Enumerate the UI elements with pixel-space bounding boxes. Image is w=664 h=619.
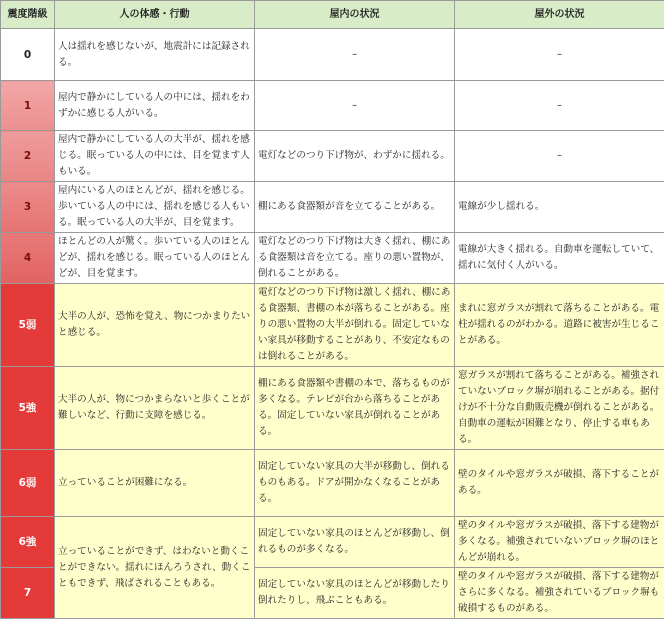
header-person: 人の体感・行動 xyxy=(55,1,255,29)
indoor-cell: – xyxy=(255,81,455,131)
table-row xyxy=(1,450,664,517)
outdoor-cell: – xyxy=(455,81,664,131)
indoor-cell: 電灯などのつり下げ物は激しく揺れ、棚にある食器類、書棚の本が落ちることがある。座りの悪い置物の大半が倒れる。固定していない家具が移動することがあり、不安定なものは倒れることがある。 xyxy=(255,284,455,367)
person-cell: 立っていることが困難になる。 xyxy=(55,450,255,517)
table-row xyxy=(1,81,664,131)
header-row xyxy=(1,1,664,29)
header-indoor: 屋内の状況 xyxy=(255,1,455,29)
level-cell: 4 xyxy=(1,233,55,284)
table-row xyxy=(1,233,664,284)
level-cell: 0 xyxy=(1,29,55,81)
level-cell: 2 xyxy=(1,131,55,182)
table-row xyxy=(1,29,664,81)
outdoor-cell: 電線が少し揺れる。 xyxy=(455,182,664,233)
person-cell: 大半の人が、物につかまらないと歩くことが難しいなど、行動に支障を感じる。 xyxy=(55,367,255,450)
indoor-cell: – xyxy=(255,29,455,81)
person-cell: 人は揺れを感じないが、地震計には記録される。 xyxy=(55,29,255,81)
indoor-cell: 電灯などのつり下げ物が、わずかに揺れる。 xyxy=(255,131,455,182)
level-cell: 5弱 xyxy=(1,284,55,367)
level-cell: 6強 xyxy=(1,517,55,568)
outdoor-cell: – xyxy=(455,29,664,81)
person-cell: 屋内で静かにしている人の中には、揺れをわずかに感じる人がいる。 xyxy=(55,81,255,131)
outdoor-cell: 電線が大きく揺れる。自動車を運転していて、揺れに気付く人がいる。 xyxy=(455,233,664,284)
table-row xyxy=(1,131,664,182)
table-row xyxy=(1,517,664,568)
indoor-cell: 棚にある食器類が音を立てることがある。 xyxy=(255,182,455,233)
outdoor-cell: 窓ガラスが割れて落ちることがある。補強されていないブロック塀が崩れることがある。据付けが不十分な自動販売機が倒れることがある。自動車の運転が困難となり、停止する車もある。 xyxy=(455,367,664,450)
table-row xyxy=(1,284,664,367)
indoor-cell: 固定していない家具のほとんどが移動し、倒れるものが多くなる。 xyxy=(255,517,455,568)
level-cell: 3 xyxy=(1,182,55,233)
outdoor-cell: まれに窓ガラスが割れて落ちることがある。電柱が揺れるのがわかる。道路に被害が生じることがある。 xyxy=(455,284,664,367)
level-cell: 6弱 xyxy=(1,450,55,517)
indoor-cell: 電灯などのつり下げ物は大きく揺れ、棚にある食器類は音を立てる。座りの悪い置物が、倒れることがある。 xyxy=(255,233,455,284)
header-outdoor: 屋外の状況 xyxy=(455,1,664,29)
outdoor-cell: 壁のタイルや窓ガラスが破損、落下する建物が多くなる。補強されていないブロック塀のほとんどが崩れる。 xyxy=(455,517,664,568)
outdoor-cell: – xyxy=(455,131,664,182)
table-row xyxy=(1,367,664,450)
indoor-cell: 棚にある食器類や書棚の本で、落ちるものが多くなる。テレビが台から落ちることがある。固定していない家具が倒れることがある。 xyxy=(255,367,455,450)
header-level: 震度階級 xyxy=(1,1,55,29)
person-cell: 屋内にいる人のほとんどが、揺れを感じる。歩いている人の中には、揺れを感じる人もいる。眠っている人の大半が、目を覚ます。 xyxy=(55,182,255,233)
level-cell: 7 xyxy=(1,568,55,619)
person-cell: ほとんどの人が驚く。歩いている人のほとんどが、揺れを感じる。眠っている人のほとんどが、目を覚ます。 xyxy=(55,233,255,284)
level-cell: 5強 xyxy=(1,367,55,450)
indoor-cell: 固定していない家具のほとんどが移動したり倒れたりし、飛ぶこともある。 xyxy=(255,568,455,619)
person-cell: 大半の人が、恐怖を覚え、物につかまりたいと感じる。 xyxy=(55,284,255,367)
outdoor-cell: 壁のタイルや窓ガラスが破損、落下することがある。 xyxy=(455,450,664,517)
person-cell: 屋内で静かにしている人の大半が、揺れを感じる。眠っている人の中には、目を覚ます人もいる。 xyxy=(55,131,255,182)
indoor-cell: 固定していない家具の大半が移動し、倒れるものもある。ドアが開かなくなることがある。 xyxy=(255,450,455,517)
person-cell: 立っていることができず、はわないと動くことができない。揺れにほんろうされ、動くこともできず、飛ばされることもある。 xyxy=(55,517,255,619)
outdoor-cell: 壁のタイルや窓ガラスが破損、落下する建物がさらに多くなる。補強されているブロック塀も破損するものがある。 xyxy=(455,568,664,619)
table-row xyxy=(1,182,664,233)
level-cell: 1 xyxy=(1,81,55,131)
